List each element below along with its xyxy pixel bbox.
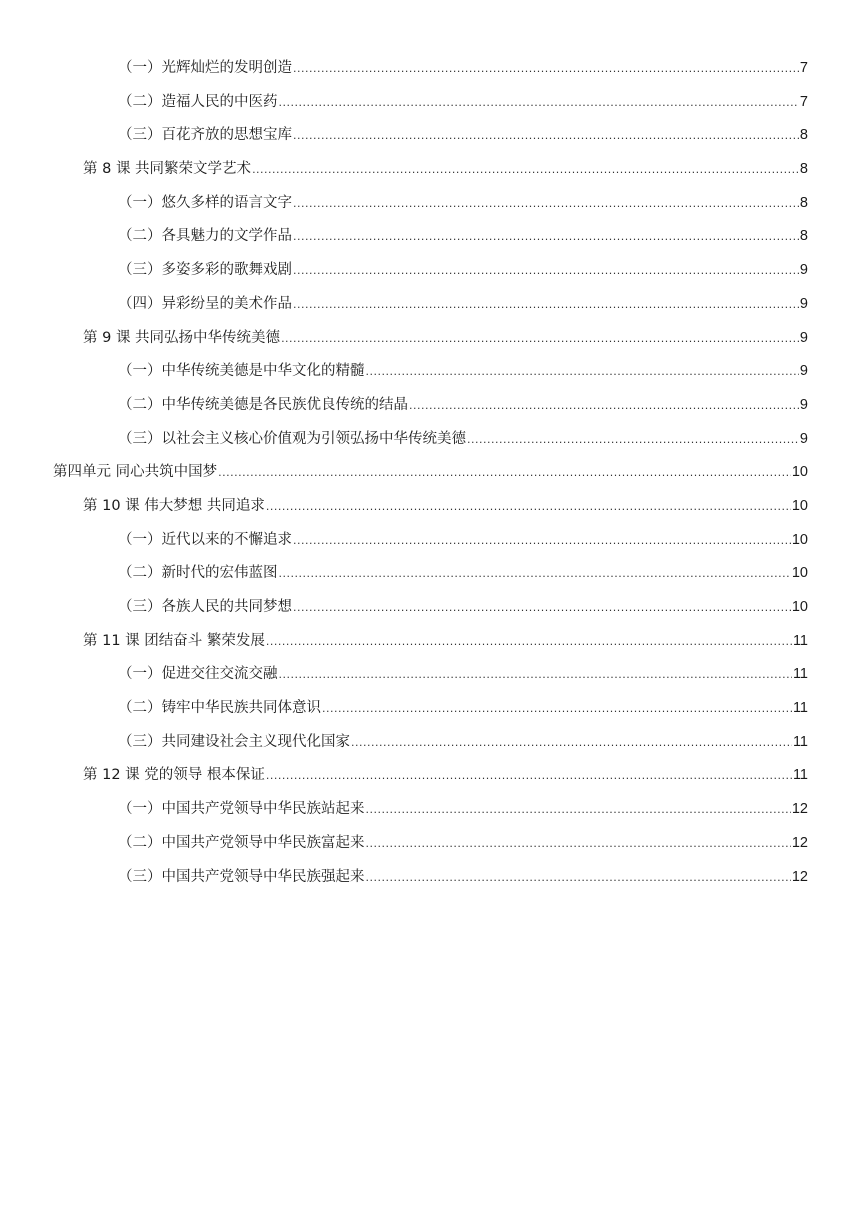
toc-section-entry[interactable]: [0, 730, 860, 764]
toc-page-number: 8: [799, 127, 808, 144]
toc-section-entry[interactable]: [0, 258, 860, 292]
toc-entry-title: （一）中国共产党领导中华民族站起来: [118, 801, 365, 818]
toc-dot-leader: [293, 601, 791, 614]
toc-dot-leader: [322, 702, 792, 715]
toc-dot-leader: [279, 668, 792, 681]
toc-entry-title: （一）近代以来的不懈追求: [118, 531, 292, 548]
toc-dot-leader: [366, 803, 791, 816]
toc-entry-title: （二）中华传统美德是各民族优良传统的结晶: [118, 396, 408, 413]
toc-page-number: 8: [799, 194, 808, 211]
toc-entry-title: （三）以社会主义核心价值观为引领弘扬中华传统美德: [118, 430, 466, 447]
toc-lesson-entry[interactable]: [0, 157, 860, 191]
toc-dot-leader: [293, 129, 799, 142]
toc-dot-leader: [467, 433, 799, 446]
toc-dot-leader: [266, 769, 792, 782]
toc-dot-leader: [293, 298, 799, 311]
toc-page-number: 11: [792, 700, 808, 717]
toc-dot-leader: [293, 197, 799, 210]
toc-entry-title: （一）悠久多样的语言文字: [118, 194, 292, 211]
toc-page-number: 9: [799, 430, 808, 447]
toc-dot-leader: [293, 62, 799, 75]
toc-page-number: 11: [792, 767, 808, 784]
toc-entry-title: （三）百花齐放的思想宝库: [118, 127, 292, 144]
toc-section-entry[interactable]: [0, 123, 860, 157]
toc-section-entry[interactable]: [0, 528, 860, 562]
toc-page-number: 11: [792, 632, 808, 649]
toc-section-entry[interactable]: [0, 359, 860, 393]
toc-dot-leader: [366, 871, 791, 884]
toc-lesson-entry[interactable]: [0, 763, 860, 797]
toc-dot-leader: [293, 264, 799, 277]
toc-page-number: 7: [799, 93, 808, 110]
toc-entry-title: 第 9 课 共同弘扬中华传统美德: [83, 329, 281, 346]
toc-page-number: 10: [791, 531, 808, 548]
toc-entry-title: （三）多姿多彩的歌舞戏剧: [118, 262, 292, 279]
toc-dot-leader: [293, 230, 799, 243]
toc-page-number: 9: [799, 396, 808, 413]
toc-entry-title: 第 8 课 共同繁荣文学艺术: [83, 161, 252, 178]
toc-entry-title: （一）中华传统美德是中华文化的精髓: [118, 363, 365, 380]
toc-section-entry[interactable]: [0, 797, 860, 831]
toc-entry-title: （二）新时代的宏伟蓝图: [118, 565, 278, 582]
toc-page-number: 8: [799, 161, 808, 178]
toc-dot-leader: [279, 567, 791, 580]
toc-section-entry[interactable]: [0, 696, 860, 730]
toc-dot-leader: [281, 332, 799, 345]
toc-page-number: 9: [799, 329, 808, 346]
toc-page-number: 7: [799, 60, 808, 76]
toc-entry-title: 第 11 课 团结奋斗 繁荣发展: [83, 632, 265, 649]
toc-section-entry[interactable]: [0, 427, 860, 461]
toc-section-entry[interactable]: [0, 561, 860, 595]
toc-section-entry[interactable]: [0, 662, 860, 696]
toc-entry-title: 第 10 课 伟大梦想 共同追求: [83, 497, 265, 514]
toc-entry-title: （三）共同建设社会主义现代化国家: [118, 733, 350, 750]
toc-entry-title: （二）中国共产党领导中华民族富起来: [118, 834, 365, 851]
toc-dot-leader: [266, 635, 792, 648]
toc-page-number: 9: [799, 363, 808, 380]
toc-lesson-entry[interactable]: [0, 629, 860, 663]
toc-dot-leader: [366, 837, 791, 850]
toc-dot-leader: [218, 466, 791, 479]
toc-page-number: 10: [791, 599, 808, 615]
toc-dot-leader: [279, 96, 799, 109]
toc-section-entry[interactable]: [0, 831, 860, 865]
toc-entry-title: 第四单元 同心共筑中国梦: [53, 464, 218, 481]
toc-dot-leader: [366, 365, 799, 378]
toc-page-number: 11: [792, 666, 808, 683]
toc-section-entry[interactable]: [0, 865, 860, 899]
toc-section-entry[interactable]: [0, 56, 860, 90]
toc-page-number: 12: [791, 834, 808, 851]
toc-page-number: 10: [791, 497, 808, 514]
toc-section-entry[interactable]: [0, 393, 860, 427]
toc-page-number: 12: [791, 801, 808, 818]
toc-dot-leader: [266, 500, 791, 513]
toc-page-number: 10: [791, 464, 808, 481]
toc-page-number: 8: [799, 228, 808, 245]
toc-section-entry[interactable]: [0, 595, 860, 629]
toc-section-entry[interactable]: [0, 90, 860, 124]
toc-page-number: 11: [792, 733, 808, 750]
table-of-contents: [0, 56, 860, 898]
toc-entry-title: （三）各族人民的共同梦想: [118, 599, 292, 615]
toc-section-entry[interactable]: [0, 292, 860, 326]
toc-page-number: 9: [799, 295, 808, 312]
toc-entry-title: （二）各具魅力的文学作品: [118, 228, 292, 245]
toc-unit-entry[interactable]: [0, 460, 860, 494]
toc-dot-leader: [351, 736, 792, 749]
toc-lesson-entry[interactable]: [0, 326, 860, 360]
toc-entry-title: （三）中国共产党领导中华民族强起来: [118, 868, 365, 885]
toc-dot-leader: [252, 163, 799, 176]
toc-entry-title: 第 12 课 党的领导 根本保证: [83, 767, 265, 784]
toc-entry-title: （一）促进交往交流交融: [118, 666, 278, 683]
toc-page-number: 12: [791, 868, 808, 885]
toc-dot-leader: [409, 399, 799, 412]
toc-section-entry[interactable]: [0, 191, 860, 225]
toc-entry-title: （一）光辉灿烂的发明创造: [118, 60, 292, 76]
toc-entry-title: （二）造福人民的中医药: [118, 93, 278, 110]
toc-dot-leader: [293, 534, 791, 547]
toc-entry-title: （四）异彩纷呈的美术作品: [118, 295, 292, 312]
toc-page-number: 9: [799, 262, 808, 279]
toc-section-entry[interactable]: [0, 224, 860, 258]
toc-entry-title: （二）铸牢中华民族共同体意识: [118, 700, 321, 717]
toc-page-number: 10: [791, 565, 808, 582]
toc-lesson-entry[interactable]: [0, 494, 860, 528]
